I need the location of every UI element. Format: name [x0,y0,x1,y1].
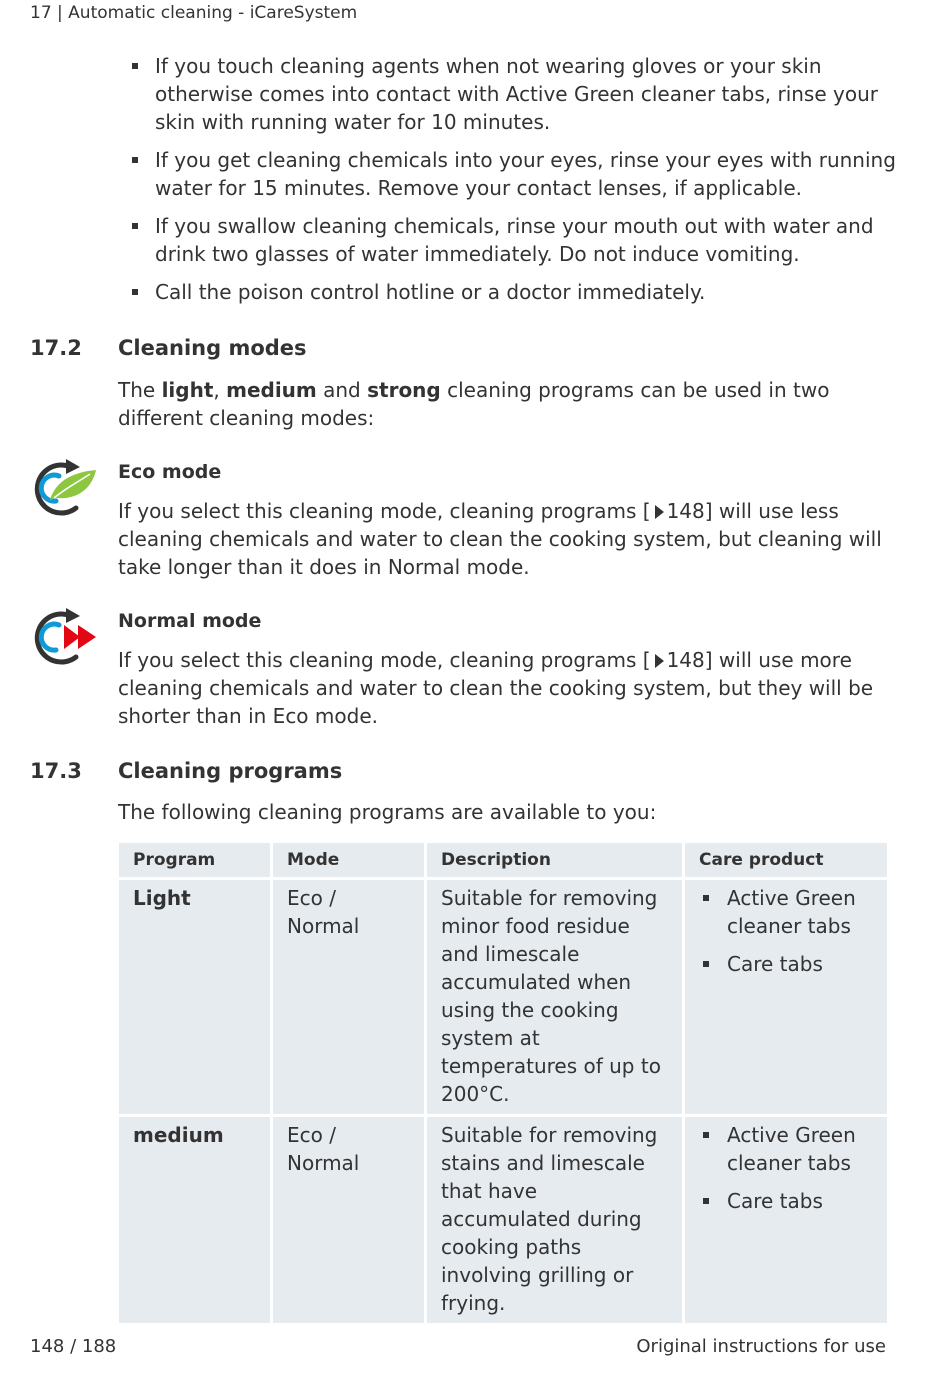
section-title: Cleaning programs [118,759,343,783]
program-light: light [161,378,214,402]
care-product-cell [685,1117,887,1323]
intro-text: cleaning programs can be used in two different cleaning modes: [118,378,830,430]
column-header-description: Description [427,843,682,877]
page-reference-arrow-icon [655,654,664,668]
column-header-care-product: Care product [685,843,887,877]
table-header-row [119,843,887,877]
list-item: Care tabs [699,950,873,978]
normal-mode-icon [26,607,98,669]
program-cell: Light [119,880,270,1114]
description-cell: Suitable for removing stains and limescale that have accumulated during cooking paths involving grilling or frying. [427,1117,682,1323]
section-number: 17.3 [30,759,82,783]
mode-cell: Eco / Normal [273,880,424,1114]
list-item: If you touch cleaning agents when not wearing gloves or your skin otherwise comes into contact with Active Green cleaner tabs, rinse your skin with running water for 10 minutes. [130,52,900,136]
list-item: If you get cleaning chemicals into your eyes, rinse your eyes with running water for 15 minutes. Remove your contact lenses, if applicable. [130,146,900,202]
page-reference[interactable]: 148 [666,648,705,672]
description-text: ] will use more cleaning chemicals and water to clean the cooking system, but they will be shorter than in Eco mode. [118,648,874,728]
care-product-cell [685,880,887,1114]
care-product-list [699,1121,873,1215]
page-header: 17 | Automatic cleaning - iCareSystem [30,3,358,23]
program-medium: medium [226,378,317,402]
section-intro: The following cleaning programs are available to you: [118,800,657,824]
list-item: Care tabs [699,1187,873,1215]
eco-mode-title: Eco mode [118,461,222,483]
section-title: Cleaning modes [118,336,307,360]
safety-bullet-list [130,52,900,316]
list-item: Call the poison control hotline or a doctor immediately. [130,278,900,306]
footer-label: Original instructions for use [636,1336,886,1357]
page-reference-arrow-icon [655,505,664,519]
table-row [119,1117,887,1323]
intro-text: and [316,378,368,402]
page-reference[interactable]: 148 [666,499,705,523]
list-item: Active Green cleaner tabs [699,1121,873,1177]
normal-mode-description [118,646,898,730]
page-number: 148 / 188 [30,1336,117,1357]
program-cell: medium [119,1117,270,1323]
column-header-program: Program [119,843,270,877]
program-strong: strong [367,378,441,402]
mode-cell: Eco / Normal [273,1117,424,1323]
list-item: Active Green cleaner tabs [699,884,873,940]
eco-mode-description [118,497,898,581]
section-intro [118,376,898,432]
column-header-mode: Mode [273,843,424,877]
normal-mode-title: Normal mode [118,610,262,632]
care-product-list [699,884,873,978]
description-text: ] will use less cleaning chemicals and water to clean the cooking system, but cleaning will take longer than it does in Normal mode. [118,499,882,579]
intro-text: , [213,378,227,402]
description-cell: Suitable for removing minor food residue and limescale accumulated when using the cooking system at temperatures of up to 200°C. [427,880,682,1114]
eco-mode-icon [26,458,98,520]
section-number: 17.2 [30,336,82,360]
intro-text: The [118,378,162,402]
description-text: If you select this cleaning mode, cleaning programs [ [118,499,651,523]
description-text: If you select this cleaning mode, cleaning programs [ [118,648,651,672]
table-row [119,880,887,1114]
cleaning-programs-table [116,840,890,1326]
list-item: If you swallow cleaning chemicals, rinse your mouth out with water and drink two glasses of water immediately. Do not induce vomiting. [130,212,900,268]
